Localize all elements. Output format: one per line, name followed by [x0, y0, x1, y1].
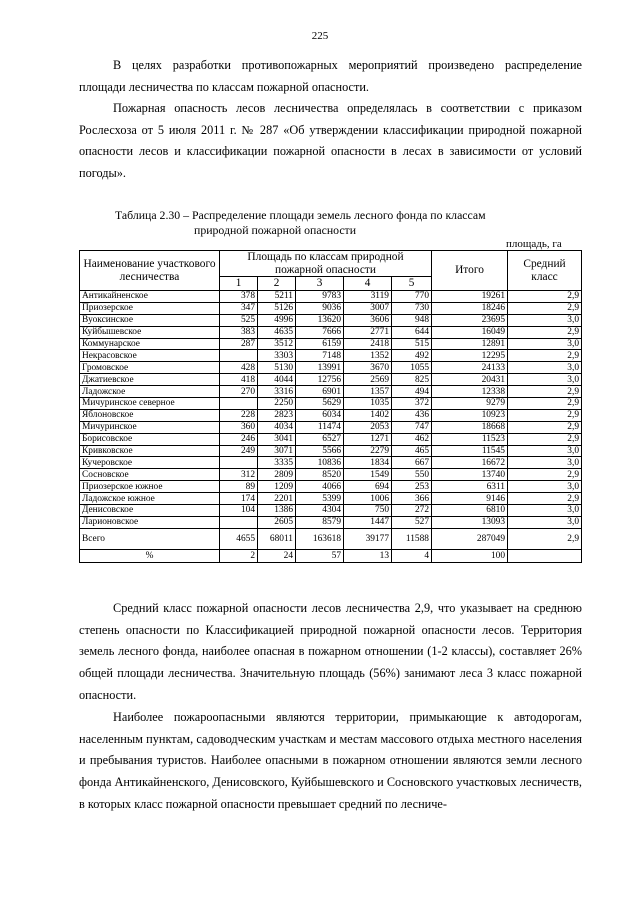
cell-c1: 312	[220, 469, 258, 481]
total-row	[80, 528, 582, 549]
table-row	[80, 505, 582, 517]
cell-total: 13093	[432, 516, 508, 528]
cell-c4: 3007	[344, 302, 392, 314]
cell-c3: 6901	[296, 386, 344, 398]
cell-c1: 2	[220, 549, 258, 562]
cell-c5: 550	[392, 469, 432, 481]
cell-c2: 3512	[258, 338, 296, 350]
cell-name: Сосновское	[80, 469, 220, 481]
cell-name: Борисовское	[80, 433, 220, 445]
cell-c2: 3071	[258, 445, 296, 457]
cell-c5: 272	[392, 505, 432, 517]
cell-c3: 5629	[296, 398, 344, 410]
cell-total: 11523	[432, 433, 508, 445]
cell-total: 18668	[432, 421, 508, 433]
cell-c4: 13	[344, 549, 392, 562]
cell-name: Кучеровское	[80, 457, 220, 469]
cell-avg: 3,0	[508, 362, 582, 374]
cell-c2: 3041	[258, 433, 296, 445]
cell-c5: 527	[392, 516, 432, 528]
cell-name: Приозерское южное	[80, 481, 220, 493]
cell-total: 6311	[432, 481, 508, 493]
cell-c4: 1447	[344, 516, 392, 528]
cell-avg: 3,0	[508, 314, 582, 326]
cell-c4: 1357	[344, 386, 392, 398]
cell-c4: 2771	[344, 326, 392, 338]
cell-c4: 1549	[344, 469, 392, 481]
table-row	[80, 421, 582, 433]
cell-c3: 12756	[296, 374, 344, 386]
table-row	[80, 326, 582, 338]
cell-c5: 11588	[392, 528, 432, 549]
table-row	[80, 493, 582, 505]
cell-total: 20431	[432, 374, 508, 386]
cell-c2: 1386	[258, 505, 296, 517]
cell-c1: 228	[220, 409, 258, 421]
fire-danger-table	[79, 250, 582, 563]
cell-c3: 13620	[296, 314, 344, 326]
cell-total: 287049	[432, 528, 508, 549]
cell-avg: 2,9	[508, 409, 582, 421]
cell-total: 12338	[432, 386, 508, 398]
cell-c5: 462	[392, 433, 432, 445]
conclusion-paragraph-1-text: Средний класс пожарной опасности лесов лесничества 2,9, что указывает на среднюю степень опасности по Классификацией природной пожарной опасности лесов. Территория земель лесного фонда, наиболее опасная в пожарном отношении (1-2 классы), составляет 26% общей площади лесничества. Значительную площадь (56%) занимают леса 3 класс пожарной опасности.	[79, 601, 582, 702]
cell-c5: 667	[392, 457, 432, 469]
cell-c3: 57	[296, 549, 344, 562]
cell-c1: 246	[220, 433, 258, 445]
cell-avg: 2,9	[508, 493, 582, 505]
cell-avg: 2,9	[508, 398, 582, 410]
cell-avg: 2,9	[508, 386, 582, 398]
cell-c4: 3606	[344, 314, 392, 326]
cell-c4: 3119	[344, 291, 392, 303]
cell-c1: 378	[220, 291, 258, 303]
cell-name: Коммунарское	[80, 338, 220, 350]
cell-c4: 1834	[344, 457, 392, 469]
conclusion-paragraph-2-text: Наиболее пожароопасными являются территории, примыкающие к автодорогам, населенным пунктам, садоводческим участкам и местам массового отдыха местного населения и пребывания туристов. Наиболее опасными в пожарном отношении являются земли лесного фонда Антикайненского, Денисовского, Куйбышевского и Сосновского участковых лесничеств, в которых класс пожарной опасности превышает средний по лесниче-	[79, 710, 582, 811]
cell-c1	[220, 516, 258, 528]
cell-avg	[508, 549, 582, 562]
cell-c5: 747	[392, 421, 432, 433]
cell-avg: 2,9	[508, 528, 582, 549]
cell-c1: 347	[220, 302, 258, 314]
intro-paragraph-1	[79, 55, 582, 98]
cell-avg: 2,9	[508, 350, 582, 362]
table-row	[80, 481, 582, 493]
table-row	[80, 338, 582, 350]
table-row	[80, 516, 582, 528]
cell-c5: 825	[392, 374, 432, 386]
cell-total: 10923	[432, 409, 508, 421]
conclusion-paragraph-1	[79, 598, 582, 707]
cell-c5: 515	[392, 338, 432, 350]
cell-c1: 249	[220, 445, 258, 457]
cell-total: 13740	[432, 469, 508, 481]
cell-c4: 1006	[344, 493, 392, 505]
cell-c3: 5399	[296, 493, 344, 505]
intro-paragraph-2-text: Пожарная опасность лесов лесничества определялась в соответствии с приказом Рослесхоза от 5 июля 2011 г. № 287 «Об утверждении классификации природной пожарной опасности лесов и классификации пожарной опасности в лесах в зависимости от условий погоды».	[79, 101, 582, 181]
cell-total: 100	[432, 549, 508, 562]
table-unit-label: площадь, га	[506, 238, 562, 250]
cell-total: 24133	[432, 362, 508, 374]
cell-c4: 2418	[344, 338, 392, 350]
cell-c4: 1035	[344, 398, 392, 410]
cell-c1: 174	[220, 493, 258, 505]
cell-c5: 492	[392, 350, 432, 362]
cell-c1: 360	[220, 421, 258, 433]
cell-c2: 4996	[258, 314, 296, 326]
cell-avg: 2,9	[508, 433, 582, 445]
header-total: Итого	[432, 251, 508, 291]
cell-c3: 6034	[296, 409, 344, 421]
cell-c5: 372	[392, 398, 432, 410]
header-avg-class: Средний класс	[508, 251, 582, 291]
cell-c3: 4304	[296, 505, 344, 517]
cell-c2: 3303	[258, 350, 296, 362]
cell-name: Мичуринское	[80, 421, 220, 433]
cell-c3: 7666	[296, 326, 344, 338]
cell-total: 16049	[432, 326, 508, 338]
cell-c4: 3670	[344, 362, 392, 374]
cell-c5: 644	[392, 326, 432, 338]
cell-c3: 7148	[296, 350, 344, 362]
cell-c2: 2809	[258, 469, 296, 481]
cell-c3: 10836	[296, 457, 344, 469]
table-row	[80, 433, 582, 445]
cell-c2: 5130	[258, 362, 296, 374]
cell-c1: 383	[220, 326, 258, 338]
cell-c1: 104	[220, 505, 258, 517]
table-caption-line-1: Таблица 2.30 – Распределение площади земель лесного фонда по классам	[115, 208, 486, 222]
cell-name: Яблоновское	[80, 409, 220, 421]
cell-c3: 163618	[296, 528, 344, 549]
cell-name: Вуоксинское	[80, 314, 220, 326]
cell-c1: 525	[220, 314, 258, 326]
cell-c2: 5126	[258, 302, 296, 314]
cell-c2: 2823	[258, 409, 296, 421]
cell-name: Ладожское	[80, 386, 220, 398]
cell-total: 12295	[432, 350, 508, 362]
cell-c3: 8520	[296, 469, 344, 481]
cell-avg: 3,0	[508, 505, 582, 517]
cell-avg: 3,0	[508, 338, 582, 350]
cell-name: Денисовское	[80, 505, 220, 517]
cell-total: 11545	[432, 445, 508, 457]
cell-c5: 1055	[392, 362, 432, 374]
cell-c1	[220, 457, 258, 469]
cell-c2: 24	[258, 549, 296, 562]
cell-c5: 948	[392, 314, 432, 326]
intro-paragraph-2	[79, 98, 582, 185]
cell-name: %	[80, 549, 220, 562]
percent-row	[80, 549, 582, 562]
cell-name: Джатиевское	[80, 374, 220, 386]
table-row	[80, 409, 582, 421]
cell-total: 12891	[432, 338, 508, 350]
cell-c1: 89	[220, 481, 258, 493]
cell-c5: 770	[392, 291, 432, 303]
cell-avg: 3,0	[508, 516, 582, 528]
header-area-by-class: Площадь по классам природной пожарной опасности	[220, 251, 432, 277]
cell-c2: 2605	[258, 516, 296, 528]
cell-c2: 4034	[258, 421, 296, 433]
table-row	[80, 314, 582, 326]
cell-c3: 6159	[296, 338, 344, 350]
table-row	[80, 469, 582, 481]
cell-c1	[220, 398, 258, 410]
cell-c2: 3335	[258, 457, 296, 469]
table-row	[80, 362, 582, 374]
cell-c3: 9783	[296, 291, 344, 303]
cell-name: Куйбышевское	[80, 326, 220, 338]
cell-c1: 428	[220, 362, 258, 374]
cell-c5: 4	[392, 549, 432, 562]
cell-c2: 4635	[258, 326, 296, 338]
cell-name: Антикайненское	[80, 291, 220, 303]
table-row	[80, 398, 582, 410]
cell-c5: 730	[392, 302, 432, 314]
cell-total: 23695	[432, 314, 508, 326]
cell-name: Некрасовское	[80, 350, 220, 362]
cell-c5: 465	[392, 445, 432, 457]
cell-c4: 1352	[344, 350, 392, 362]
cell-c3: 13991	[296, 362, 344, 374]
header-class-3: 3	[296, 277, 344, 291]
cell-c1	[220, 350, 258, 362]
table-row	[80, 374, 582, 386]
cell-name: Всего	[80, 528, 220, 549]
cell-c2: 4044	[258, 374, 296, 386]
cell-c1: 4655	[220, 528, 258, 549]
cell-total: 18246	[432, 302, 508, 314]
table-caption-line-2: природной пожарной опасности	[194, 223, 357, 237]
cell-c3: 11474	[296, 421, 344, 433]
cell-c2: 68011	[258, 528, 296, 549]
cell-c1: 270	[220, 386, 258, 398]
page-number: 225	[311, 30, 329, 42]
cell-name: Мичуринское северное	[80, 398, 220, 410]
cell-total: 9146	[432, 493, 508, 505]
cell-avg: 3,0	[508, 457, 582, 469]
cell-c5: 366	[392, 493, 432, 505]
cell-c5: 253	[392, 481, 432, 493]
cell-avg: 3,0	[508, 445, 582, 457]
cell-c4: 694	[344, 481, 392, 493]
cell-c4: 39177	[344, 528, 392, 549]
cell-total: 6810	[432, 505, 508, 517]
cell-name: Ларионовское	[80, 516, 220, 528]
cell-c2: 5211	[258, 291, 296, 303]
cell-c3: 8579	[296, 516, 344, 528]
cell-total: 16672	[432, 457, 508, 469]
header-class-5: 5	[392, 277, 432, 291]
cell-name: Ладожское южное	[80, 493, 220, 505]
table-row	[80, 386, 582, 398]
cell-avg: 2,9	[508, 326, 582, 338]
conclusion-paragraph-2	[79, 707, 582, 816]
cell-total: 19261	[432, 291, 508, 303]
cell-c2: 3316	[258, 386, 296, 398]
cell-c2: 1209	[258, 481, 296, 493]
header-class-2: 2	[258, 277, 296, 291]
cell-c3: 6527	[296, 433, 344, 445]
cell-c2: 2250	[258, 398, 296, 410]
cell-c3: 9036	[296, 302, 344, 314]
cell-c4: 2569	[344, 374, 392, 386]
table-row	[80, 457, 582, 469]
table-row	[80, 302, 582, 314]
cell-c1: 287	[220, 338, 258, 350]
cell-avg: 2,9	[508, 302, 582, 314]
header-class-1: 1	[220, 277, 258, 291]
intro-paragraph-1-text: В целях разработки противопожарных мероприятий произведено распределение площади лесничества по классам пожарной опасности.	[79, 58, 582, 94]
table-row	[80, 445, 582, 457]
cell-avg: 2,9	[508, 469, 582, 481]
cell-name: Кривковское	[80, 445, 220, 457]
table-row	[80, 350, 582, 362]
cell-c4: 1271	[344, 433, 392, 445]
cell-c3: 4066	[296, 481, 344, 493]
cell-c2: 2201	[258, 493, 296, 505]
cell-total: 9279	[432, 398, 508, 410]
cell-c1: 418	[220, 374, 258, 386]
cell-name: Громовское	[80, 362, 220, 374]
cell-avg: 2,9	[508, 291, 582, 303]
header-class-4: 4	[344, 277, 392, 291]
cell-c4: 2279	[344, 445, 392, 457]
cell-c5: 436	[392, 409, 432, 421]
cell-name: Приозерское	[80, 302, 220, 314]
cell-avg: 3,0	[508, 374, 582, 386]
cell-c4: 1402	[344, 409, 392, 421]
cell-c3: 5566	[296, 445, 344, 457]
cell-c5: 494	[392, 386, 432, 398]
table-row	[80, 291, 582, 303]
cell-avg: 2,9	[508, 421, 582, 433]
header-name: Наименование участкового лесничества	[80, 251, 220, 291]
cell-avg: 3,0	[508, 481, 582, 493]
cell-c4: 750	[344, 505, 392, 517]
cell-c4: 2053	[344, 421, 392, 433]
